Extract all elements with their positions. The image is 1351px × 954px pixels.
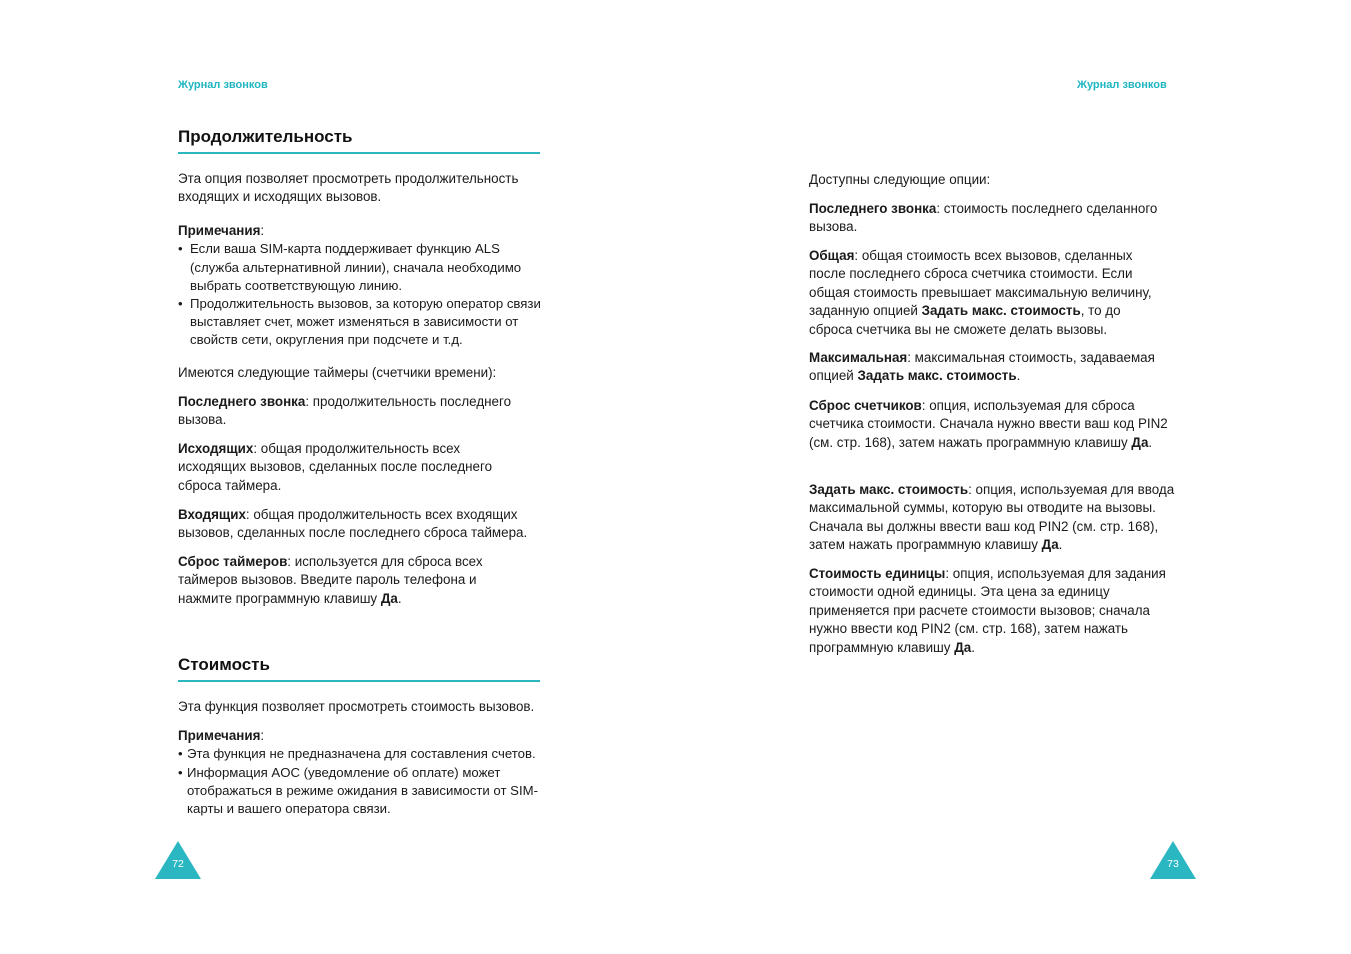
punct: . bbox=[971, 639, 975, 655]
punct: . bbox=[1148, 434, 1153, 450]
cost-intro bbox=[178, 698, 548, 716]
option-item-max bbox=[809, 349, 1179, 386]
note-item bbox=[178, 764, 540, 819]
timers-intro-text: Имеются следующие таймеры (счетчики времени): bbox=[178, 365, 497, 380]
notes-label: Примечания bbox=[178, 223, 261, 238]
bullet-icon: • bbox=[178, 764, 183, 780]
option-item-reset bbox=[809, 397, 1179, 452]
punct: . bbox=[1058, 537, 1063, 553]
term: Сброс таймеров bbox=[178, 554, 288, 569]
note-item bbox=[178, 295, 548, 350]
definition: : максимальная стоимость, задаваемая опцией bbox=[809, 350, 1155, 384]
left-page bbox=[0, 0, 675, 954]
page-number-badge-left bbox=[155, 841, 201, 879]
timer-item-last bbox=[178, 393, 542, 430]
bullet-icon: • bbox=[178, 296, 183, 312]
note-text: Информация AOC (уведомление об оплате) может отображаться в режиме ожидания в зависимости от SIM-карты и вашего оператора связи. bbox=[187, 764, 539, 817]
page-number-badge-right bbox=[1150, 841, 1196, 879]
duration-intro-text: Эта опция позволяет просмотреть продолжительность входящих и исходящих вызовов. bbox=[178, 171, 519, 205]
page-number: 72 bbox=[172, 858, 184, 870]
term: Исходящих bbox=[178, 441, 254, 456]
option-item-total bbox=[809, 247, 1167, 339]
cost-intro-text: Эта функция позволяет просмотреть стоимость вызовов. bbox=[178, 699, 535, 714]
timers-intro bbox=[178, 364, 548, 382]
definition: : стоимость последнего сделанного вызова. bbox=[809, 201, 1158, 235]
term: Задать макс. стоимость bbox=[809, 482, 969, 497]
section-title-duration: Продолжительность bbox=[178, 127, 540, 154]
note-text: Эта функция не предназначена для составления счетов. bbox=[187, 746, 536, 762]
definition-tail: , то до сброса счетчика вы не сможете делать вызовы. bbox=[809, 303, 1121, 337]
term: Последнего звонка bbox=[178, 394, 306, 409]
definition: : используется для сброса всех таймеров вызовов. Введите пароль телефона и нажмите программную клавишу bbox=[178, 554, 483, 606]
bold-key: Да bbox=[954, 639, 972, 655]
right-page bbox=[675, 0, 1351, 954]
definition: : опция, используемая для сброса счетчика стоимости. Сначала нужно ввести ваш код PIN2 (см. стр. 168), затем нажать программную клавишу bbox=[809, 398, 1168, 450]
punct: . bbox=[397, 590, 402, 606]
definition: : продолжительность последнего вызова. bbox=[178, 394, 512, 428]
bold-key: Задать макс. стоимость bbox=[857, 368, 1017, 384]
definition: : общая продолжительность всех исходящих вызовов, сделанных после последнего сброса таймера. bbox=[178, 441, 493, 493]
punct: . bbox=[1016, 368, 1021, 384]
cost-notes: Примечания: • Эта функция не предназначена для составления счетов. • Информация AOC (уведомление об оплате) может отображаться в режиме ожидания в зависимости от SIM-карты и вашего оператора связи. bbox=[178, 727, 540, 818]
duration-notes: Примечания: • Если ваша SIM-карта поддерживает функцию ALS (служба альтернативной линии), сначала необходимо выбрать соответствующую линию. • Продолжительность вызовов, за которую оператор связи выставляет счет, может изменяться в зависимости от свойств сети, округления при подсчете и т.д. bbox=[178, 222, 548, 350]
definition: : общая продолжительность всех входящих вызовов, сделанных после последнего сброса таймера. bbox=[178, 507, 528, 541]
duration-intro bbox=[178, 170, 548, 207]
term: Максимальная bbox=[809, 350, 908, 365]
options-intro bbox=[809, 171, 1179, 189]
page-number: 73 bbox=[1167, 858, 1179, 870]
term: Общая bbox=[809, 248, 855, 263]
bold-key: Да bbox=[1131, 434, 1149, 450]
timer-item-reset bbox=[178, 553, 508, 608]
running-head-left: Журнал звонков bbox=[178, 79, 268, 91]
note-item bbox=[178, 745, 540, 763]
bullet-icon: • bbox=[178, 746, 183, 762]
note-text: Продолжительность вызовов, за которую оператор связи выставляет счет, может изменяться в зависимости от свойств сети, округления при подсчете и т.д. bbox=[190, 296, 541, 348]
timer-item-incoming bbox=[178, 506, 548, 543]
bold-key: Да bbox=[380, 590, 398, 606]
option-item-set-max bbox=[809, 481, 1179, 555]
bold-key: Задать макс. стоимость bbox=[921, 303, 1081, 319]
note-text: Если ваша SIM-карта поддерживает функцию ALS (служба альтернативной линии), сначала необходимо выбрать соответствующую линию. bbox=[190, 241, 522, 293]
options-intro-text: Доступны следующие опции: bbox=[809, 172, 991, 187]
definition: : общая стоимость всех вызовов, сделанных после последнего сброса счетчика стоимости. Если общая стоимость превышает максимальную величину, заданную опцией bbox=[809, 248, 1152, 319]
option-item-unit-cost bbox=[809, 565, 1179, 657]
term: Сброс счетчиков bbox=[809, 398, 922, 413]
timer-item-outgoing bbox=[178, 440, 518, 495]
term: Входящих bbox=[178, 507, 246, 522]
notes-label: Примечания bbox=[178, 728, 261, 743]
term: Последнего звонка bbox=[809, 201, 937, 216]
bold-key: Да bbox=[1041, 537, 1059, 553]
option-item-last bbox=[809, 200, 1177, 237]
section-title-cost: Стоимость bbox=[178, 655, 540, 682]
term: Стоимость единицы bbox=[809, 566, 946, 581]
bullet-icon: • bbox=[178, 241, 183, 257]
definition: : опция, используемая для ввода максимальной суммы, которую вы отводите на вызовы. Сначала вы должны ввести ваш код PIN2 (см. стр. 168), затем нажать программную клавишу bbox=[809, 482, 1175, 553]
note-item bbox=[178, 240, 548, 295]
running-head-right: Журнал звонков bbox=[1077, 79, 1167, 91]
definition: : опция, используемая для задания стоимости одной единицы. Эта цена за единицу применяется при расчете стоимости вызовов; сначала нужно ввести код PIN2 (см. стр. 168), затем нажать программную клавишу bbox=[809, 566, 1166, 655]
